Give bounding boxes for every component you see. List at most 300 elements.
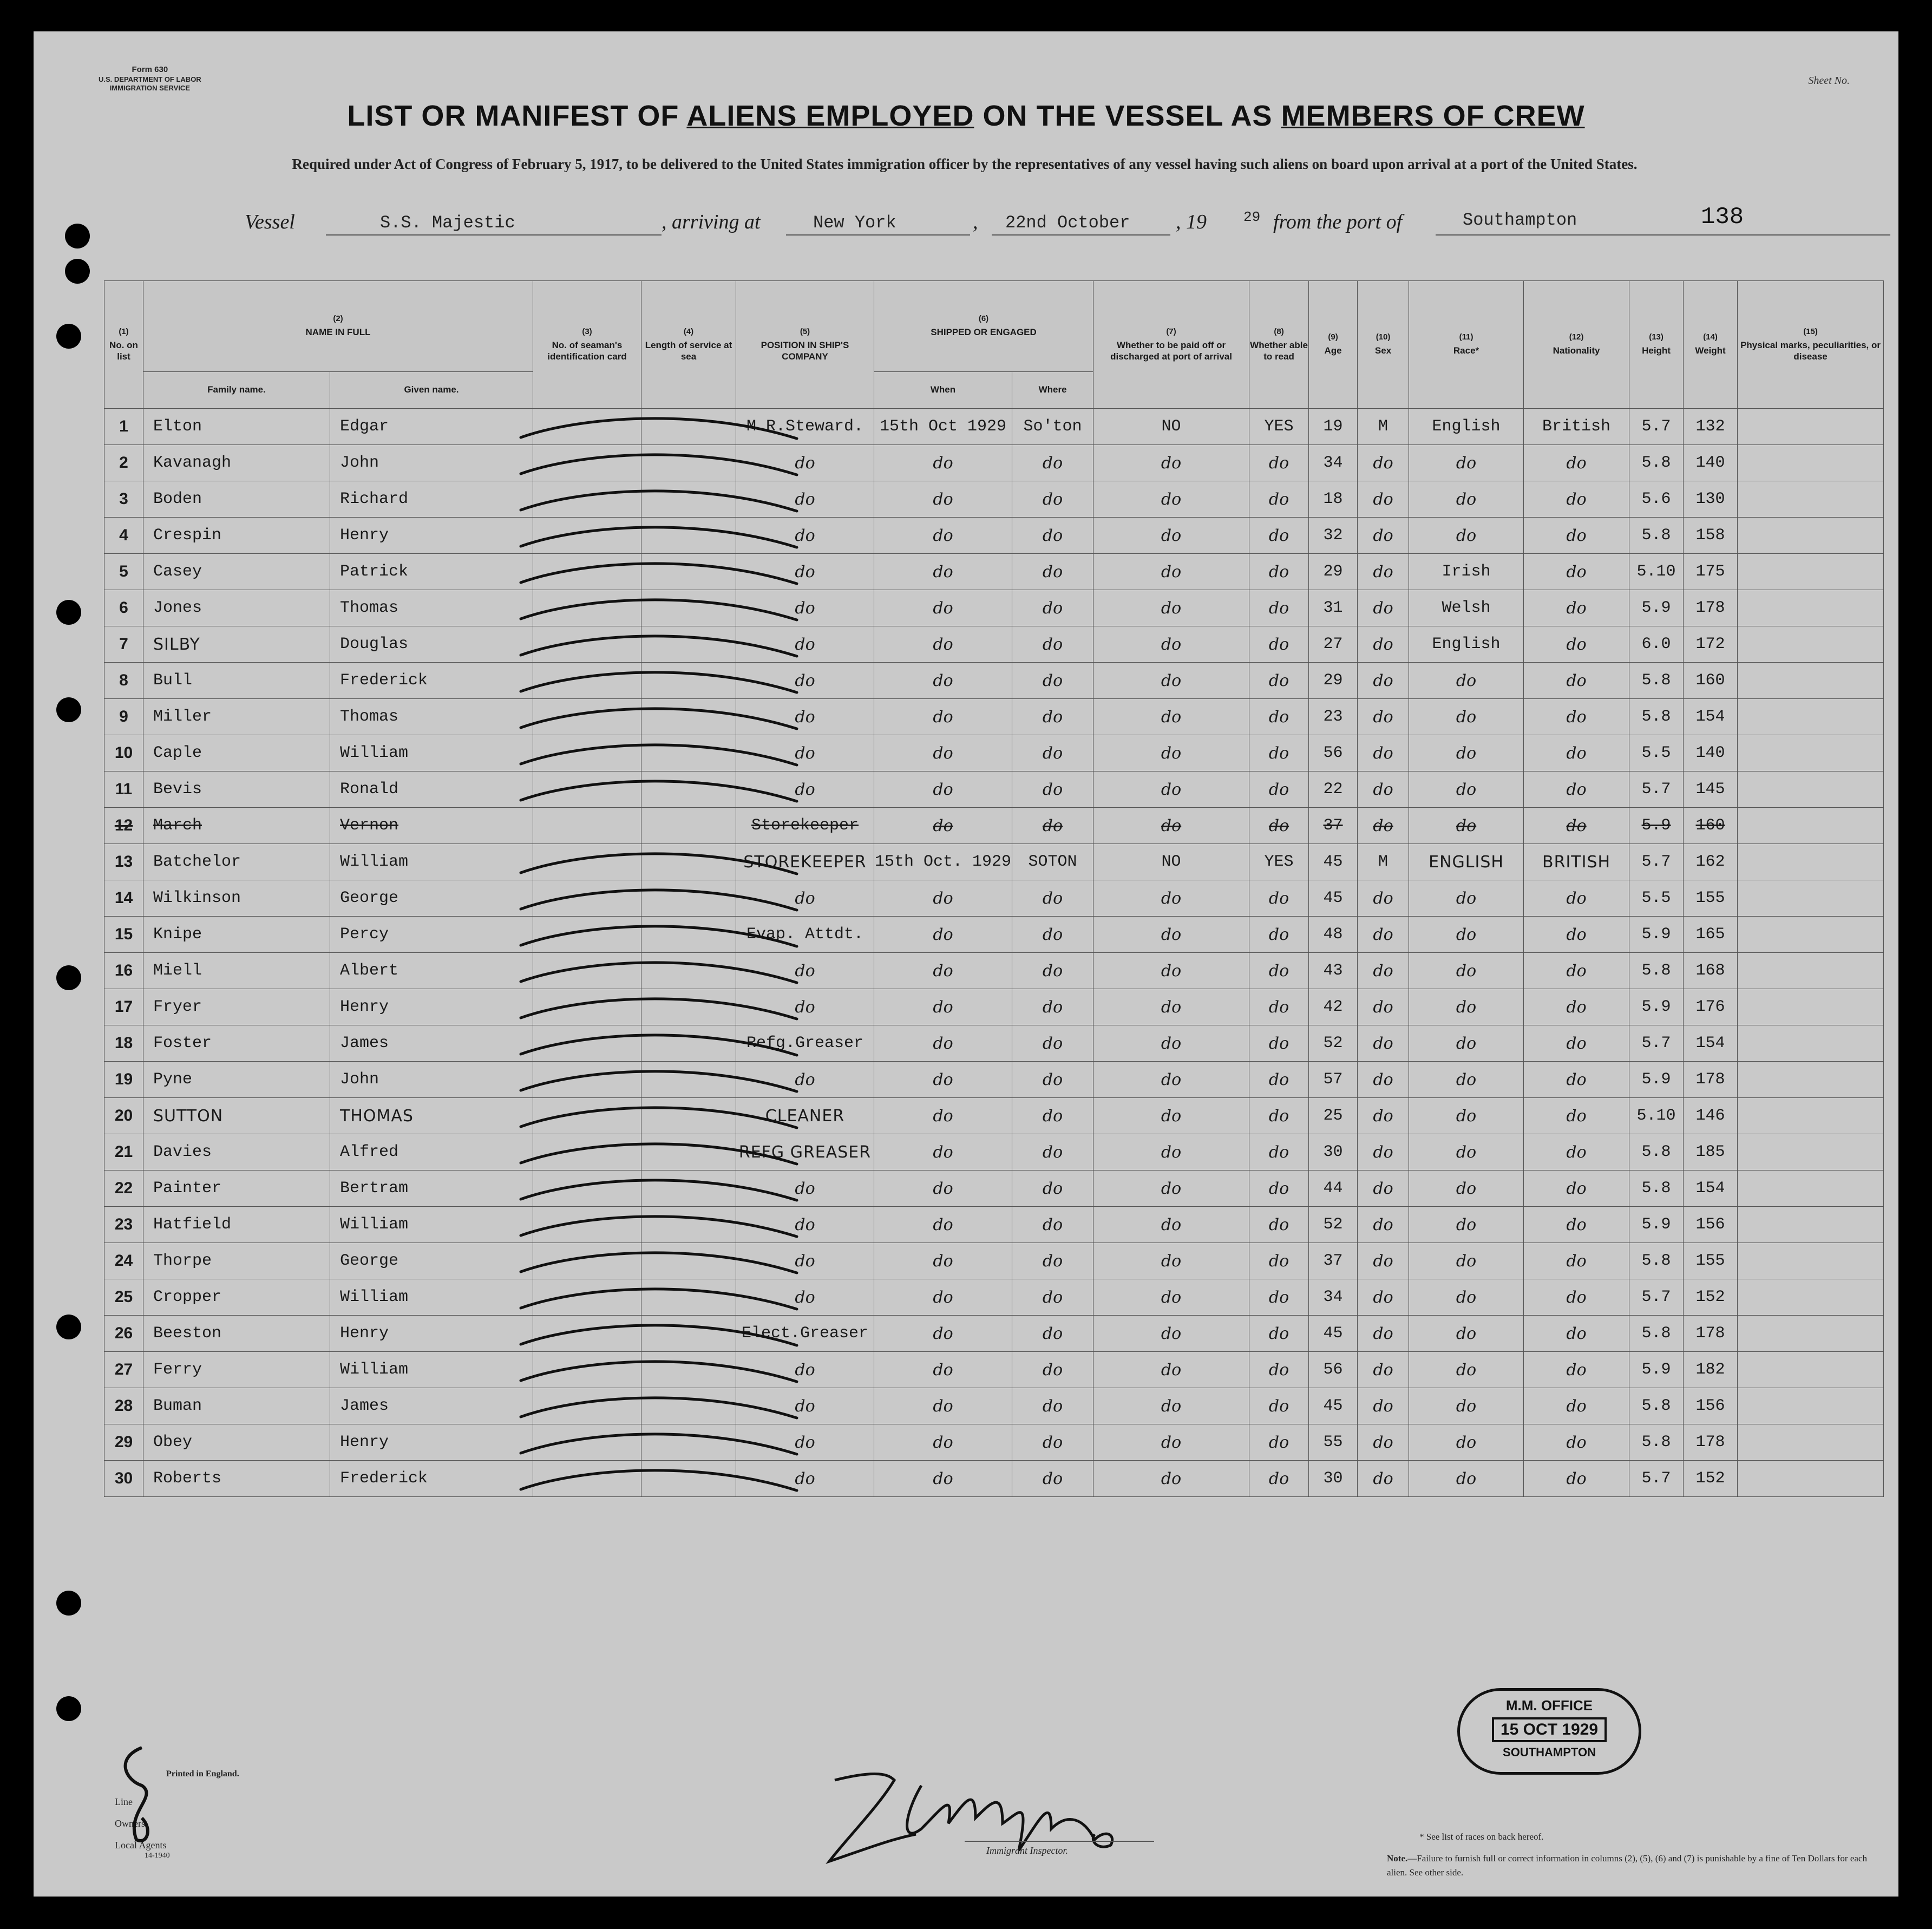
paid-off: do — [1093, 1279, 1249, 1316]
role-owners: Owners — [115, 1818, 145, 1829]
sex: do — [1358, 1461, 1409, 1497]
position: Storekeeper — [736, 808, 874, 844]
table-row — [104, 1279, 1884, 1316]
page-title: LIST OR MANIFEST OF ALIENS EMPLOYED ON THE VESSEL AS MEMBERS OF CREW — [347, 100, 1585, 132]
able-to-read: do — [1249, 1171, 1309, 1207]
col-paid-off: (7) Whether to be paid off or discharged at port of arrival — [1093, 281, 1249, 409]
weight: 175 — [1684, 554, 1738, 590]
race: do — [1409, 1243, 1524, 1279]
punch-hole — [56, 1315, 81, 1339]
paid-off: do — [1093, 518, 1249, 554]
height: 5.10 — [1629, 1098, 1684, 1134]
check-mark — [521, 999, 797, 1019]
list-number: 138 — [1701, 204, 1744, 231]
col-where: Where — [1012, 372, 1093, 409]
table-row — [104, 1062, 1884, 1098]
physical-marks — [1738, 409, 1884, 445]
office-stamp: M.M. OFFICE 15 OCT 1929 SOUTHAMPTON — [1457, 1688, 1641, 1775]
age: 37 — [1309, 808, 1358, 844]
height: 5.8 — [1629, 663, 1684, 699]
table-row — [104, 808, 1884, 844]
shipped-when: do — [874, 518, 1012, 554]
race: do — [1409, 771, 1524, 808]
col-list-no: (1) No. on list — [104, 281, 143, 409]
table-row — [104, 989, 1884, 1025]
check-mark — [521, 491, 797, 511]
weight: 178 — [1684, 1316, 1738, 1352]
shipped-where: do — [1012, 518, 1093, 554]
check-mark — [521, 1180, 797, 1200]
row-number: 24 — [104, 1243, 143, 1279]
physical-marks — [1738, 1461, 1884, 1497]
manifest-table — [104, 280, 1884, 1497]
given-name: Richard — [330, 481, 533, 518]
printed-note: Printed in England. — [166, 1769, 239, 1778]
family-name: Bevis — [143, 771, 330, 808]
given-name: Frederick — [330, 1461, 533, 1497]
shipped-when: do — [874, 1062, 1012, 1098]
row-number: 7 — [104, 626, 143, 663]
table-row — [104, 409, 1884, 445]
col-read: (8) Whether able to read — [1249, 281, 1309, 409]
physical-marks — [1738, 518, 1884, 554]
height: 5.8 — [1629, 518, 1684, 554]
nationality: do — [1524, 1279, 1629, 1316]
age: 52 — [1309, 1025, 1358, 1062]
race: do — [1409, 663, 1524, 699]
table-row — [104, 771, 1884, 808]
given-name: Patrick — [330, 554, 533, 590]
position: CLEANER — [736, 1098, 874, 1134]
row-number: 27 — [104, 1352, 143, 1388]
shipped-when: 15th Oct. 1929 — [874, 844, 1012, 880]
family-name: Buman — [143, 1388, 330, 1424]
race: do — [1409, 989, 1524, 1025]
family-name: Crespin — [143, 518, 330, 554]
nationality: do — [1524, 554, 1629, 590]
weight: 182 — [1684, 1352, 1738, 1388]
col-weight: (14) Weight — [1684, 281, 1738, 409]
shipped-when: do — [874, 699, 1012, 735]
col-given-name: Given name. — [330, 372, 533, 409]
position: do — [736, 1352, 874, 1388]
nationality: do — [1524, 1388, 1629, 1424]
table-row — [104, 445, 1884, 481]
able-to-read: YES — [1249, 409, 1309, 445]
race: do — [1409, 1134, 1524, 1171]
shipped-where: do — [1012, 1388, 1093, 1424]
able-to-read: do — [1249, 481, 1309, 518]
nationality: do — [1524, 1424, 1629, 1461]
weight: 156 — [1684, 1388, 1738, 1424]
weight: 132 — [1684, 409, 1738, 445]
position: Elect.Greaser — [736, 1316, 874, 1352]
age: 43 — [1309, 953, 1358, 989]
family-name: SUTTON — [143, 1098, 330, 1134]
age: 37 — [1309, 1243, 1358, 1279]
position: do — [736, 590, 874, 626]
row-number: 15 — [104, 917, 143, 953]
shipped-when: do — [874, 1025, 1012, 1062]
height: 6.0 — [1629, 626, 1684, 663]
shipped-where: do — [1012, 1134, 1093, 1171]
shipped-where: do — [1012, 663, 1093, 699]
given-name: James — [330, 1388, 533, 1424]
physical-marks — [1738, 989, 1884, 1025]
nationality: do — [1524, 1098, 1629, 1134]
position: Evap. Attdt. — [736, 917, 874, 953]
sex: do — [1358, 1062, 1409, 1098]
position: do — [736, 445, 874, 481]
inspector-signature — [813, 1748, 1138, 1872]
punch-hole — [65, 224, 90, 249]
shipped-where: do — [1012, 953, 1093, 989]
nationality: do — [1524, 1134, 1629, 1171]
given-name: Henry — [330, 518, 533, 554]
physical-marks — [1738, 1243, 1884, 1279]
check-mark — [521, 564, 797, 584]
shipped-where: do — [1012, 1243, 1093, 1279]
physical-marks — [1738, 445, 1884, 481]
able-to-read: do — [1249, 1243, 1309, 1279]
race: do — [1409, 1062, 1524, 1098]
weight: 165 — [1684, 917, 1738, 953]
table-row — [104, 1171, 1884, 1207]
age: 22 — [1309, 771, 1358, 808]
shipped-where: do — [1012, 1171, 1093, 1207]
sex: do — [1358, 1279, 1409, 1316]
able-to-read: do — [1249, 1207, 1309, 1243]
race: Welsh — [1409, 590, 1524, 626]
form-header — [99, 65, 201, 93]
shipped-where: do — [1012, 880, 1093, 917]
height: 5.8 — [1629, 699, 1684, 735]
able-to-read: do — [1249, 1279, 1309, 1316]
shipped-when: do — [874, 1316, 1012, 1352]
race: English — [1409, 409, 1524, 445]
row-number: 6 — [104, 590, 143, 626]
given-name: Albert — [330, 953, 533, 989]
table-row — [104, 1352, 1884, 1388]
check-mark — [521, 1035, 797, 1055]
shipped-where: do — [1012, 1352, 1093, 1388]
race: ENGLISH — [1409, 844, 1524, 880]
family-name: Caple — [143, 735, 330, 771]
position: do — [736, 699, 874, 735]
shipped-when: do — [874, 880, 1012, 917]
sex: do — [1358, 1243, 1409, 1279]
age: 45 — [1309, 880, 1358, 917]
paid-off: do — [1093, 1461, 1249, 1497]
given-name: Thomas — [330, 699, 533, 735]
family-name: Wilkinson — [143, 880, 330, 917]
race: do — [1409, 1025, 1524, 1062]
race: do — [1409, 1279, 1524, 1316]
nationality: do — [1524, 880, 1629, 917]
family-name: Foster — [143, 1025, 330, 1062]
race: do — [1409, 808, 1524, 844]
vessel-label: Vessel — [245, 211, 295, 233]
nationality: do — [1524, 699, 1629, 735]
table-row — [104, 1388, 1884, 1424]
paid-off: do — [1093, 1098, 1249, 1134]
paid-off: do — [1093, 663, 1249, 699]
sex: do — [1358, 663, 1409, 699]
role-line: Line — [115, 1796, 133, 1807]
physical-marks — [1738, 1062, 1884, 1098]
shipped-when: do — [874, 953, 1012, 989]
row-number: 14 — [104, 880, 143, 917]
table-row — [104, 1134, 1884, 1171]
nationality: do — [1524, 1207, 1629, 1243]
shipped-where: do — [1012, 554, 1093, 590]
physical-marks — [1738, 1388, 1884, 1424]
sex: do — [1358, 590, 1409, 626]
weight: 154 — [1684, 1171, 1738, 1207]
sex: do — [1358, 1098, 1409, 1134]
sex: do — [1358, 880, 1409, 917]
paid-off: do — [1093, 1062, 1249, 1098]
paid-off: do — [1093, 1388, 1249, 1424]
physical-marks — [1738, 1424, 1884, 1461]
shipped-when: do — [874, 590, 1012, 626]
check-mark — [521, 1071, 797, 1091]
position: do — [736, 1171, 874, 1207]
sex: do — [1358, 518, 1409, 554]
position: do — [736, 1062, 874, 1098]
family-name: Hatfield — [143, 1207, 330, 1243]
row-number: 3 — [104, 481, 143, 518]
height: 5.7 — [1629, 771, 1684, 808]
able-to-read: do — [1249, 1025, 1309, 1062]
height: 5.8 — [1629, 1316, 1684, 1352]
row-number: 18 — [104, 1025, 143, 1062]
physical-marks — [1738, 1134, 1884, 1171]
given-name: Percy — [330, 917, 533, 953]
col-family-name: Family name. — [143, 372, 330, 409]
height: 5.9 — [1629, 917, 1684, 953]
given-name: Bertram — [330, 1171, 533, 1207]
weight: 140 — [1684, 445, 1738, 481]
shipped-where: do — [1012, 808, 1093, 844]
able-to-read: do — [1249, 699, 1309, 735]
shipped-where: do — [1012, 445, 1093, 481]
paid-off: do — [1093, 481, 1249, 518]
table-row — [104, 917, 1884, 953]
sex: do — [1358, 1352, 1409, 1388]
arrival-port: New York — [813, 213, 896, 233]
check-mark — [521, 672, 797, 692]
family-name: Cropper — [143, 1279, 330, 1316]
race: Irish — [1409, 554, 1524, 590]
sex: M — [1358, 844, 1409, 880]
nationality: do — [1524, 771, 1629, 808]
able-to-read: do — [1249, 1062, 1309, 1098]
nationality: do — [1524, 590, 1629, 626]
race: do — [1409, 1424, 1524, 1461]
punch-hole — [56, 324, 81, 349]
shipped-where: do — [1012, 1279, 1093, 1316]
race: do — [1409, 1461, 1524, 1497]
nationality: do — [1524, 1025, 1629, 1062]
age: 31 — [1309, 590, 1358, 626]
nationality: do — [1524, 953, 1629, 989]
paid-off: do — [1093, 989, 1249, 1025]
weight: 140 — [1684, 735, 1738, 771]
given-name: William — [330, 1352, 533, 1388]
position: do — [736, 663, 874, 699]
col-when: When — [874, 372, 1012, 409]
able-to-read: do — [1249, 554, 1309, 590]
nationality: do — [1524, 1171, 1629, 1207]
physical-marks — [1738, 953, 1884, 989]
family-name: Kavanagh — [143, 445, 330, 481]
family-name: Knipe — [143, 917, 330, 953]
shipped-where: do — [1012, 1461, 1093, 1497]
race: do — [1409, 735, 1524, 771]
col-service: (4) Length of service at sea — [641, 281, 736, 409]
inspector-label: Immigrant Inspector. — [986, 1845, 1068, 1856]
shipped-when: do — [874, 771, 1012, 808]
height: 5.9 — [1629, 590, 1684, 626]
service: IMMIGRATION SERVICE — [109, 84, 190, 92]
able-to-read: do — [1249, 590, 1309, 626]
able-to-read: YES — [1249, 844, 1309, 880]
able-to-read: do — [1249, 1424, 1309, 1461]
height: 5.9 — [1629, 1207, 1684, 1243]
nationality: do — [1524, 626, 1629, 663]
height: 5.10 — [1629, 554, 1684, 590]
given-name: Henry — [330, 1316, 533, 1352]
physical-marks — [1738, 771, 1884, 808]
family-name: Ferry — [143, 1352, 330, 1388]
family-name: March — [143, 808, 330, 844]
paid-off: do — [1093, 590, 1249, 626]
shipped-when: do — [874, 1424, 1012, 1461]
table-row — [104, 518, 1884, 554]
able-to-read: do — [1249, 1352, 1309, 1388]
race: do — [1409, 917, 1524, 953]
nationality: do — [1524, 917, 1629, 953]
shipped-when: do — [874, 481, 1012, 518]
weight: 152 — [1684, 1279, 1738, 1316]
height: 5.7 — [1629, 1279, 1684, 1316]
shipped-when: do — [874, 554, 1012, 590]
physical-marks — [1738, 808, 1884, 844]
sex: do — [1358, 1207, 1409, 1243]
col-shipped: (6) SHIPPED OR ENGAGED — [874, 281, 1093, 372]
position: do — [736, 953, 874, 989]
punch-hole — [56, 965, 81, 990]
check-mark — [521, 455, 797, 475]
from-label: from the port of — [1273, 211, 1403, 233]
nationality: do — [1524, 445, 1629, 481]
table-row — [104, 590, 1884, 626]
physical-marks — [1738, 481, 1884, 518]
paid-off: do — [1093, 1171, 1249, 1207]
race: do — [1409, 699, 1524, 735]
paid-off: do — [1093, 808, 1249, 844]
age: 18 — [1309, 481, 1358, 518]
departure-port: Southampton — [1463, 210, 1577, 230]
role-agents: Local Agents — [115, 1840, 167, 1850]
shipped-when: 15th Oct 1929 — [874, 409, 1012, 445]
height: 5.8 — [1629, 1243, 1684, 1279]
shipped-when: do — [874, 445, 1012, 481]
age: 32 — [1309, 518, 1358, 554]
given-name: John — [330, 1062, 533, 1098]
age: 27 — [1309, 626, 1358, 663]
sex: do — [1358, 771, 1409, 808]
weight: 145 — [1684, 771, 1738, 808]
punch-hole — [56, 1696, 81, 1721]
shipped-where: So'ton — [1012, 409, 1093, 445]
given-name: Frederick — [330, 663, 533, 699]
given-name: THOMAS — [330, 1098, 533, 1134]
paid-off: do — [1093, 880, 1249, 917]
row-number: 5 — [104, 554, 143, 590]
paid-off: do — [1093, 1352, 1249, 1388]
weight: 158 — [1684, 518, 1738, 554]
given-name: James — [330, 1025, 533, 1062]
check-mark — [521, 963, 797, 983]
family-name: Jones — [143, 590, 330, 626]
age: 57 — [1309, 1062, 1358, 1098]
age: 48 — [1309, 917, 1358, 953]
given-name: Thomas — [330, 590, 533, 626]
sex: do — [1358, 445, 1409, 481]
check-mark — [521, 1108, 797, 1128]
col-id-card: (3) No. of seaman's identification card — [533, 281, 641, 409]
row-number: 20 — [104, 1098, 143, 1134]
paid-off: do — [1093, 626, 1249, 663]
form-number: Form 630 — [132, 65, 168, 74]
family-name: Beeston — [143, 1316, 330, 1352]
shipped-where: do — [1012, 699, 1093, 735]
penalty-note: Note.—Failure to furnish full or correct information in columns (2), (5), (6) and (7) is punishable by a fine of Ten Dollars for each alien. See other side. — [1387, 1853, 1867, 1878]
family-name: Roberts — [143, 1461, 330, 1497]
position: do — [736, 771, 874, 808]
paid-off: do — [1093, 1134, 1249, 1171]
sex: do — [1358, 1134, 1409, 1171]
age: 45 — [1309, 1388, 1358, 1424]
weight: 156 — [1684, 1207, 1738, 1243]
race: English — [1409, 626, 1524, 663]
position: REFG GREASER — [736, 1134, 874, 1171]
paid-off: do — [1093, 1243, 1249, 1279]
table-row — [104, 1316, 1884, 1352]
shipped-when: do — [874, 1243, 1012, 1279]
height: 5.9 — [1629, 808, 1684, 844]
table-row — [104, 1207, 1884, 1243]
weight: 178 — [1684, 590, 1738, 626]
col-height: (13) Height — [1629, 281, 1684, 409]
sex: do — [1358, 1171, 1409, 1207]
age: 45 — [1309, 844, 1358, 880]
weight: 176 — [1684, 989, 1738, 1025]
manifest-page: Form 630 U.S. DEPARTMENT OF LABOR IMMIGRATION SERVICE Sheet No. LIST OR MANIFEST OF ALIENS EMPLOYED ON THE VESSEL AS MEMBERS OF CREW Required under Act of Congress of February 5, 1917, to be delivered to the United States immigration officer by the representatives of any vessel having such aliens on board upon arrival at a port of the United States. Vessel S.S. Majestic , arriving at New York , 22nd October , 19 29 from the port of Southampton 138 (1) No. on list (2) NAME IN FULL (3) No. of seaman's identification card (4) Length of service at sea (5) POSITION IN SHIP'S COMPANY (6) SHIPPED OR ENGAGED (7) Whether to be paid off or discharged at port of arrival (8) Whether able to read (9) Age (10) Sex (11) Race* (12) Nationality (13) Height (14) Weight (15) Physical marks, peculiarities, or disease Family name. Given name. When Where 1 Elton Edgar M.R.Steward. 15th Oct 1929 So'ton NO YES 19 M English British 5.7 132 2 Kavanagh John do do do do do 34 do do do 5.8 140 3 Boden Richard do do do do do 18 do do do 5.6 130 4 Crespin Henry do do do do do 32 do do do 5.8 158 5 Casey Patrick do do do do do 29 do Irish do 5.10 175 6 Jones Thomas do do do do do 31 do Welsh do 5.9 178 7 SILBY Douglas do do do do do 27 do English do 6.0 172 8 Bull Frederick do do do do do 29 do do do 5.8 160 9 Miller Thomas do do do do do 23 do do do 5.8 154 10 Caple William do do do do do 56 do do do 5.5 140 11 Bevis Ronald do do do do do 22 do do do 5.7 145 12 March Vernon Storekeeper do do do do 37 do do do 5.9 160 13 Batchelor William STOREKEEPER 15th Oct. 1929 SOTON NO YES 45 M ENGLISH BRITISH 5.7 162 14 Wilkinson George do do do do do 45 do do do 5.5 155 15 Knipe Percy Evap. Attdt. do do do do 48 do do do 5.9 165 16 Miell Albert do do do do do 43 do do do 5.8 168 17 Fryer Henry do do do do do 42 do do do 5.9 176 18 Foster James Refg.Greaser do do do do 52 do do do 5.7 154 19 Pyne John do do do do do 57 do do do 5.9 178 20 SUTTON THOMAS CLEANER do do do do 25 do do do 5.10 146 21 Davies Alfred REFG GREASER do do do do 30 do do do 5.8 185 22 Painter Bertram do do do do do 44 do do do 5.8 154 23 Hatfield William do do do do do 52 do do do 5.9 156 24 Thorpe George do do do do do 37 do do do 5.8 155 25 Cropper William do do do do do 34 do do do 5.7 152 26 Beeston Henry Elect.Greaser do do do do 45 do do do 5.8 178 27 Ferry William do do do do do 56 do do do 5.9 182 28 Buman James do do do do do 45 do do do 5.8 156 29 Obey Henry do do do do do 55 do do do 5.8 178 30 Roberts Frederick do do do do do 30 do do do 5.7 152 Printed in England. Line Owners Local Agents 14-1940 Immigrant Inspector. * See list of races on back hereof. Note.—Failure to furnish full or correct information in columns (2), (5), (6) and (7) is punishable by a fine of Ten Dollars for each alien. See other side. M.M. OFFICE 15 OCT 1929 SOUTHAMPTON — [34, 31, 1898, 1897]
check-mark — [521, 781, 797, 801]
check-mark — [521, 1325, 797, 1345]
sex: do — [1358, 626, 1409, 663]
shipped-when: do — [874, 808, 1012, 844]
weight: 160 — [1684, 663, 1738, 699]
check-mark — [521, 1253, 797, 1273]
height: 5.8 — [1629, 1388, 1684, 1424]
race: do — [1409, 518, 1524, 554]
given-name: Henry — [330, 1424, 533, 1461]
age: 56 — [1309, 1352, 1358, 1388]
